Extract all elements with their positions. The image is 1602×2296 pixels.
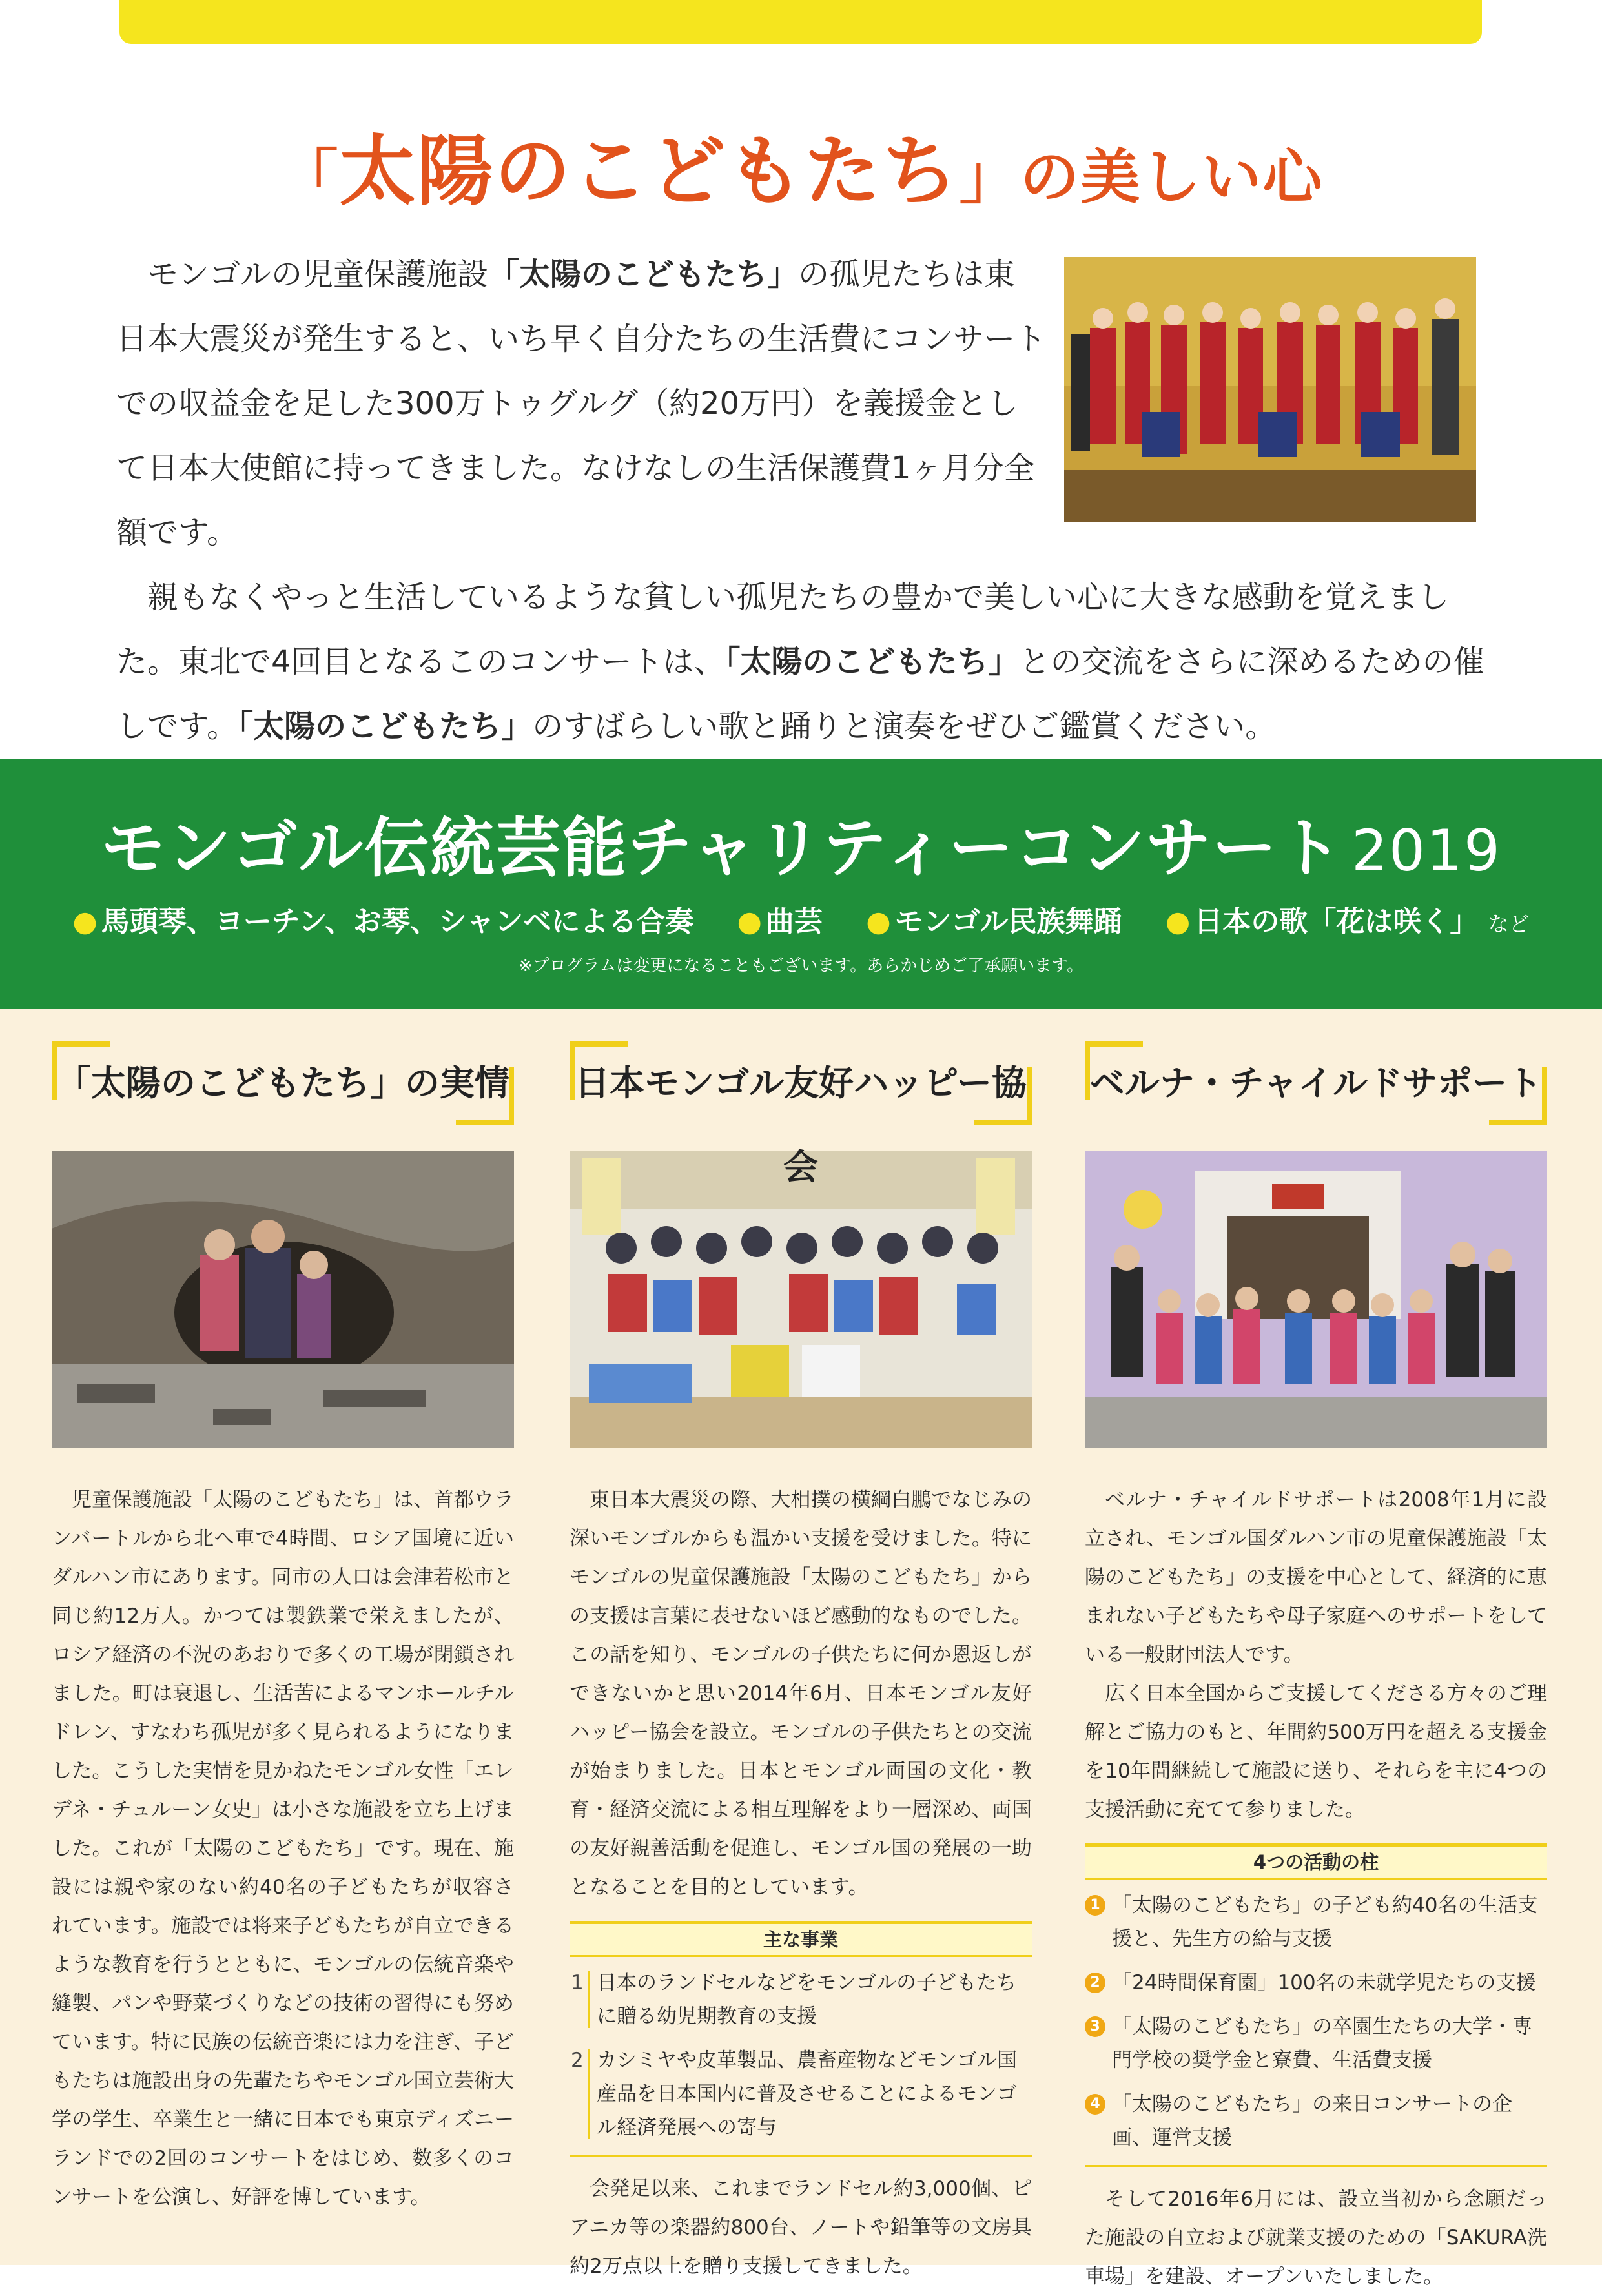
title-suffix: の美しい心 — [1020, 142, 1324, 212]
main-projects-title: 主な事業 — [570, 1921, 1032, 1957]
top-yellow-bar — [119, 0, 1482, 44]
intro-paragraph-2: 親もなくやっと生活しているような貧しい孤児たちの豊かで美しい心に大きな感動を覚えました。東北で4回目となるこのコンサートは、「太陽のこどもたち」との交流をさらに深めるための催しです。「太陽のこどもたち」のすばらしい歌と踊りと演奏をぜひご鑑賞ください。 — [116, 579, 1484, 744]
list-item: 3 「太陽のこどもたち」の卒園生たちの大学・専門学校の奨学金と寮費、生活費支援 — [1085, 2010, 1547, 2077]
column-heading: 日本モンゴル友好ハッピー協会 — [570, 1041, 1032, 1125]
intro-text — [116, 242, 1492, 759]
bullet-icon: ● — [737, 905, 762, 938]
facility-group-photo — [1085, 1151, 1547, 1448]
title-main: 太陽のこどもたち — [339, 126, 960, 216]
column-heading: ベルナ・チャイルドサポート — [1085, 1041, 1547, 1125]
bullet-icon: ● — [72, 905, 98, 938]
program-item: ● 日本の歌「花は咲く」 など — [1165, 905, 1530, 938]
column-heading: 「太陽のこどもたち」の実情 — [52, 1041, 514, 1125]
concert-title: モンゴル伝統芸能チャリティーコンサート 2019 — [101, 810, 1501, 886]
concert-year: 2019 — [1351, 817, 1501, 884]
main-projects-list — [570, 1966, 1032, 2144]
number-badge-icon: 2 — [1085, 1973, 1105, 1993]
intro-paragraph-1: モンゴルの児童保護施設「太陽のこどもたち」の孤児たちは東日本大震災が発生すると、いち早く自分たちの生活費にコンサートでの収益金を足した300万トゥグルグ（約20万円）を義援金として日本大使館に持ってきました。なけなしの生活保護費1ヶ月分全額です。 — [116, 256, 1047, 551]
info-columns — [0, 1009, 1602, 2288]
four-pillars-title: 4つの活動の柱 — [1085, 1843, 1547, 1880]
number-badge-icon: 4 — [1085, 2094, 1105, 2115]
program-note: ※プログラムは変更になることもございます。あらかじめご了承願います。 — [518, 956, 1084, 976]
column-reality — [52, 1041, 514, 2217]
column-body-2: 会発足以来、これまでランドセル約3,000個、ピアニカ等の楽器約800台、ノートや鉛筆等の文房具約2万点以上を贈り支援してきました。 — [570, 2177, 1032, 2278]
program-item: ● モンゴル民族舞踊 — [866, 905, 1122, 938]
bullet-icon: ● — [866, 905, 891, 938]
children-photo — [52, 1151, 514, 1448]
column-body-2: 広く日本全国からご支援してくださる方々のご理解とご協力のもと、年間約500万円を超える支援金を10年間継続して施設に送り、それらを主に4つの支援活動に充てて参りました。 — [1085, 1682, 1547, 1821]
list-item: 4 「太陽のこどもたち」の来日コンサートの企画、運営支援 — [1085, 2087, 1547, 2155]
number-badge-icon: 1 — [1085, 1895, 1105, 1916]
list-item: 1 日本のランドセルなどをモンゴルの子どもたちに贈る幼児期教育の支援 — [571, 1971, 1017, 2028]
program-item: ● 馬頭琴、ヨーチン、お琴、シャンベによる合奏 — [72, 905, 694, 938]
list-item: 1 「太陽のこどもたち」の子ども約40名の生活支援と、先生方の給与支援 — [1085, 1889, 1547, 1956]
column-support — [1085, 1041, 1547, 2296]
column-association — [570, 1041, 1032, 2286]
list-item: 2 カシミヤや皮革製品、農畜産物などモンゴル国産品を日本国内に普及させることによるモンゴル経済発展への寄与 — [571, 2049, 1017, 2139]
column-body: ベルナ・チャイルドサポートは2008年1月に設立され、モンゴル国ダルハン市の児童保護施設「太陽のこどもたち」の支援を中心として、経済的に恵まれない子どもたちや母子家庭へのサポートをしている一般財団法人です。 — [1085, 1488, 1548, 1666]
column-body-3: そして2016年6月には、設立当初から念願だった施設の自立および就業支援のための「SAKURA洗車場」を建設、オープンいたしました。 — [1085, 2188, 1547, 2288]
bullet-icon: ● — [1165, 905, 1191, 938]
four-pillars-list — [1085, 1889, 1547, 2155]
program-list — [0, 898, 1602, 939]
concert-banner — [0, 759, 1602, 1009]
list-item: 2 「24時間保育園」100名の未就学児たちの支援 — [1085, 1966, 1547, 2000]
column-body: 東日本大震災の際、大相撲の横綱白鵬でなじみの深いモンゴルからも温かい支援を受けました。特にモンゴルの児童保護施設「太陽のこどもたち」からの支援は言葉に表せないほど感動的なものでした。この話を知り、モンゴルの子供たちに何か恩返しができないかと思い2014年6月、日本モンゴル友好ハッピー協会を設立。モンゴルの子供たちとの交流が始まりました。日本とモンゴル両国の文化・教育・経済交流による相互理解をより一層深め、両国の友好親善活動を促進し、モンゴル国の発展の一助となることを目的としています。 — [570, 1488, 1032, 1899]
program-item: ● 曲芸 — [737, 905, 823, 938]
title-bracket-open: 「 — [278, 142, 340, 212]
number-badge-icon: 3 — [1085, 2016, 1105, 2037]
column-body: 児童保護施設「太陽のこどもたち」は、首都ウランバートルから北へ車で4時間、ロシア国境に近いダルハン市にあります。同市の人口は会津若松市と同じ約12万人。かつては製鉄業で栄えましたが、ロシア経済の不況のあおりで多くの工場が閉鎖されました。町は衰退し、生活苦によるマンホールチルドレン、すなわち孤児が多く見られるようになりました。こうした実情を見かねたモンゴル女性「エレデネ・チュルーン女史」は小さな施設を立ち上げました。これが「太陽のこどもたち」です。現在、施設には親や家のない約40名の子どもたちが収容されています。施設では将来子どもたちが自立できるような教育を行うとともに、モンゴルの伝統音楽や縫製、パンや野菜づくりなどの技術の習得にも努めています。特に民族の伝統音楽には力を注ぎ、子どもたちは施設出身の先輩たちやモンゴル国立芸術大学の学生、卒業生と一緒に日本でも東京ディズニーランドでの2回のコンサートをはじめ、数多くのコンサートを公演し、好評を博しています。 — [52, 1488, 514, 2209]
page-title — [0, 110, 1602, 220]
title-bracket-close: 」 — [959, 142, 1020, 212]
